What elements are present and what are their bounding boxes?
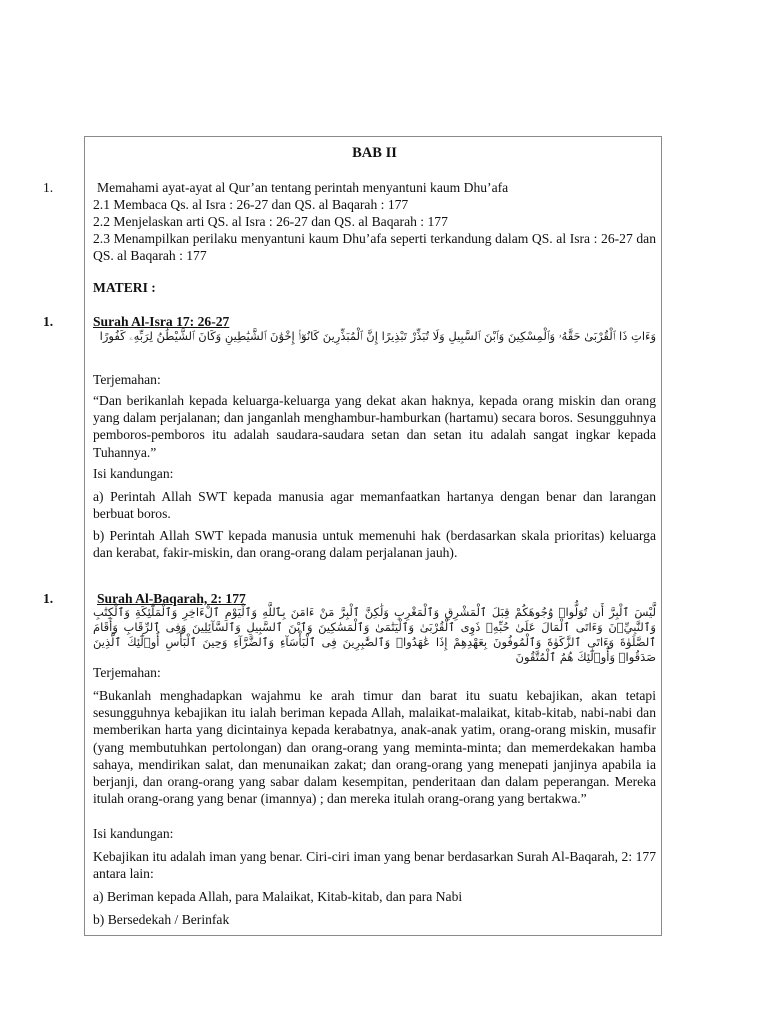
objective-item-3: 2.3 Menampilkan perilaku menyantuni kaum Dhu’afa seperti terkandung dalam QS. al Isra : 26-27 dan QS. al Baqarah : 177 (93, 231, 656, 264)
section2-arabic-verse: لَّيْسَ ٱلْبِرَّ أَن تُوَلُّوا۟ وُجُوهَكُمْ قِبَلَ ٱلْمَشْرِقِ وَٱلْمَغْرِبِ وَلَٰكِنَّ ٱلْبِرَّ مَنْ ءَامَنَ بِٱللَّهِ وَٱلْيَوْمِ ٱلْءَاخِرِ وَٱلْمَلَٰٓئِكَةِ وَٱلْكِتَٰبِ وَٱلنَّبِيِّۦنَ وَءَاتَى ٱلْمَالَ عَلَىٰ حُبِّهِۦ ذَوِى ٱلْقُرْبَىٰ وَٱلْيَتَٰمَىٰ وَٱلْمَسَٰكِينَ وَٱبْنَ ٱلسَّبِيلِ وَٱلسَّآئِلِينَ وَفِى ٱلرِّقَابِ وَأَقَامَ ٱلصَّلَوٰةَ وَءَاتَى ٱلزَّكَوٰةَ وَٱلْمُوفُونَ بِعَهْدِهِمْ إِذَا عَٰهَدُوا۟ وَٱلصَّٰبِرِينَ فِى ٱلْبَأْسَآءِ وَٱلضَّرَّآءِ وَحِينَ ٱلْبَأْسِ أُو۟لَٰٓئِكَ ٱلَّذِينَ صَدَقُوا۟ وَأُو۟لَٰٓئِكَ هُمُ ٱلْمُتَّقُونَ (93, 605, 656, 664)
section1-point-b: b) Perintah Allah SWT kepada manusia untuk memenuhi hak (berdasarkan skala prioritas) keluarga dan kerabat, fakir-miskin, dan orang-orang dalam perjalanan jauh). (93, 528, 656, 561)
objective-intro: Memahami ayat-ayat al Qur’an tentang perintah menyantuni kaum Dhu’afa (97, 180, 509, 195)
section1-number: 1. (43, 314, 54, 329)
section1-content-label: Isi kandungan: (93, 466, 174, 481)
objective-number: 1. (43, 180, 54, 195)
section1-translation-label: Terjemahan: (93, 372, 161, 387)
objective-item-1: 2.1 Membaca Qs. al Isra : 26-27 dan QS. al Baqarah : 177 (93, 197, 409, 212)
section2-translation: “Bukanlah menghadapkan wajahmu ke arah timur dan barat itu suatu kebajikan, akan tetapi sesungguhnya kebajikan itu ialah beriman kepada Allah, malaikat-malaikat, kitab-kitab, nabi-nabi dan memberikan harta yang dicintainya kepada kerabatnya, anak-anak yatim, orang-orang miskin, musafir (yang membutuhkan pertolongan) dan orang-orang yang meminta-minta; dan memerdekakan hamba sahaya, mendirikan salat, dan menunaikan zakat; dan orang-orang yang menepati janjinya apabila ia berjanji, dan orang-orang yang sabar dalam kesempitan, penderitaan dan dalam peperangan. Mereka itulah orang-orang yang benar (imannya) ; dan mereka itulah orang-orang yang bertakwa.” (93, 688, 656, 807)
objective-item-2: 2.2 Menjelaskan arti QS. al Isra : 26-27 dan QS. al Baqarah : 177 (93, 214, 448, 229)
section1-translation: “Dan berikanlah kepada keluarga-keluarga yang dekat akan haknya, kepada orang miskin dan orang yang dalam perjalanan; dan janganlah menghambur-hamburkan (hartamu) secara boros. Sesungguhnya pemboros-pemboros itu adalah saudara-saudara setan dan setan itu adalah sangat ingkar kepada Tuhannya.” (93, 393, 656, 460)
section2-point-a: a) Beriman kepada Allah, para Malaikat, Kitab-kitab, dan para Nabi (93, 889, 463, 904)
materi-label: MATERI : (93, 280, 156, 295)
section2-heading: Surah Al-Baqarah, 2: 177 (97, 591, 246, 606)
chapter-title: BAB II (352, 145, 397, 161)
section2-point-b: b) Bersedekah / Berinfak (93, 912, 230, 927)
section2-content-label: Isi kandungan: (93, 826, 174, 841)
section2-content-intro: Kebajikan itu adalah iman yang benar. Ciri-ciri iman yang benar berdasarkan Surah Al-Baqarah, 2: 177 antara lain: (93, 849, 656, 882)
section1-arabic-verse: وَءَاتِ ذَا ٱلْقُرْبَىٰ حَقَّهُۥ وَٱلْمِسْكِينَ وَٱبْنَ ٱلسَّبِيلِ وَلَا تُبَذِّرْ تَبْذِيرًا إِنَّ ٱلْمُبَذِّرِينَ كَانُوٓا۟ إِخْوَٰنَ ٱلشَّيَٰطِينِ وَكَانَ ٱلشَّيْطَٰنُ لِرَبِّهِۦ كَفُورًا (99, 329, 656, 343)
section2-translation-label: Terjemahan: (93, 665, 161, 680)
section1-heading: Surah Al-Isra 17: 26-27 (93, 314, 230, 329)
section2-number: 1. (43, 591, 54, 606)
section1-point-a: a) Perintah Allah SWT kepada manusia agar memanfaatkan hartanya dengan benar dan larangan berbuat boros. (93, 489, 656, 522)
